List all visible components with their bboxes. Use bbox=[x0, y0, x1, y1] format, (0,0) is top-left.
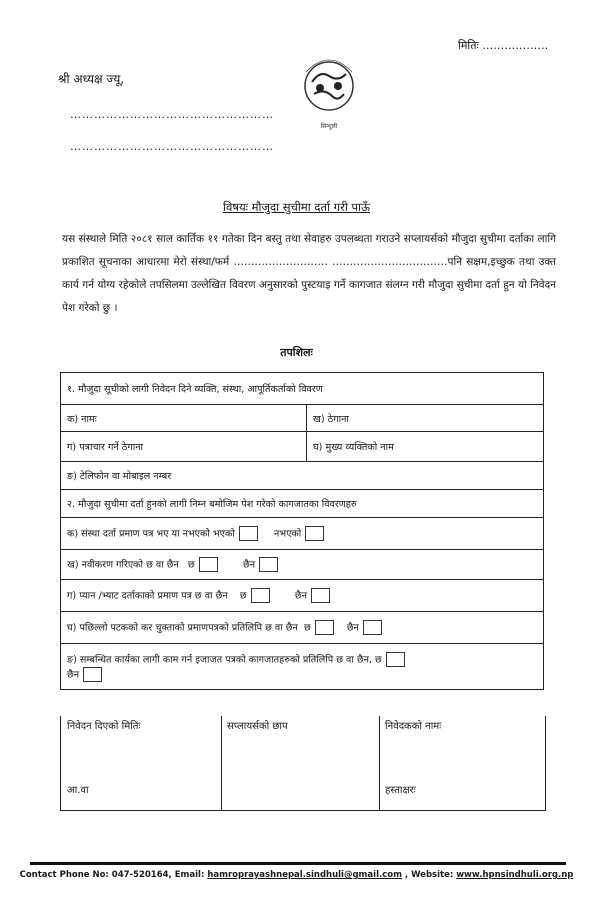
tax-yes-checkbox[interactable] bbox=[315, 620, 334, 635]
footer-divider bbox=[30, 862, 566, 865]
permit-yes-checkbox[interactable] bbox=[386, 652, 405, 667]
application-body: यस संस्थाले मिति २०८१ साल कार्तिक ११ गतेका दिन बस्तु तथा सेवाहरु उपलब्धता गराउने सप्लायर्सको मौजुदा सुचीमा दर्ताका लागि प्रकाशित सूचनाका आधारमा मेरो संस्था/फर्म ……………………… ……………………………पनि सक्षम,इच्छुक तथा उक्त कार्य गर्न योग्य रहेकोले तपसिलमा उल्लेखित विवरण अनुसारको पुस्टयाइ गर्ने कागजात संलग्न गरी मौजुदा सुचीमा दर्ता हुन यो निवेदन पेश गरेको छु । bbox=[62, 233, 556, 314]
registration-yes-checkbox[interactable] bbox=[239, 526, 258, 541]
date-field: मितिः ……………… bbox=[458, 39, 549, 52]
email-link[interactable]: hamroprayashnepal.sindhuli@gmail.com bbox=[207, 870, 402, 880]
chief-person-field[interactable]: घ) मुख्य व्यक्तिको नाम bbox=[307, 432, 544, 462]
application-date-label: निवेदन दिएको मितिः bbox=[67, 721, 141, 732]
name-field[interactable]: क) नामः bbox=[61, 405, 307, 432]
addressee: श्री अध्यक्ष ज्यू, bbox=[58, 72, 125, 86]
permit-no-checkbox[interactable] bbox=[83, 667, 102, 682]
section-1-title: १. मौजुदा सूचीको लागी निवेदन दिने व्यक्ति, संस्था, आपूर्तिकर्ताको विवरण bbox=[61, 373, 544, 405]
pan-no-checkbox[interactable] bbox=[311, 588, 330, 603]
logo-caption: सिन्धुली bbox=[320, 123, 338, 130]
pan-yes-checkbox[interactable] bbox=[251, 588, 270, 603]
renewal-yes-checkbox[interactable] bbox=[199, 557, 218, 572]
registration-no-checkbox[interactable] bbox=[305, 526, 324, 541]
subject-line: विषयः मौजुदा सुचीमा दर्ता गरी पाऊँ bbox=[222, 200, 370, 214]
tax-no-checkbox[interactable] bbox=[363, 620, 382, 635]
registration-row: क) संस्था दर्ता प्रमाण पत्र भए या नभएको भएको नभएको bbox=[61, 518, 544, 550]
permit-row: ङ) सम्बन्धित कार्यका लागी काम गर्न इजाजत पत्रको कागजातहरुको प्रतिलिपि छ वा छैन, छ छैन bbox=[61, 644, 544, 690]
details-table bbox=[60, 372, 544, 690]
pan-vat-row: ग) प्यान /भ्याट दर्ताकाको प्रमाण पत्र छ वा छैन छ छैन bbox=[61, 580, 544, 612]
phone-field[interactable]: ङ) टेलिफोन वा मोबाइल नम्बर bbox=[61, 462, 544, 490]
tax-clearance-row: घ) पछिल्लो पटकको कर चुक्ताको प्रमाणपत्रको प्रतिलिपि छ वा छैन छ छैन bbox=[61, 612, 544, 644]
footer-contact: Contact Phone No: 047-520164, Email: hamroprayashnepal.sindhuli@gmail.com , Website: www.hpnsindhuli.org.np bbox=[19, 870, 574, 880]
renewal-row: ख) नवीकरण गरिएको छ वा छैन छ छैन bbox=[61, 550, 544, 580]
organization-logo bbox=[298, 52, 360, 132]
signature-block bbox=[60, 716, 546, 811]
applicant-name-label: निवेदकको नामः bbox=[385, 721, 442, 732]
section-2-title: २. मौजुदा सुचीमा दर्ता हुनको लागी निम्न बमोजिम पेश गरेको कागजातका विवरणहरु bbox=[61, 490, 544, 518]
signature-label: हस्ताक्षरः bbox=[385, 785, 416, 796]
address-line-2: …………………………………………… bbox=[70, 140, 274, 153]
website-link[interactable]: www.hpnsindhuli.org.np bbox=[456, 870, 574, 880]
address-field[interactable]: ख) ठेगाना bbox=[307, 405, 544, 432]
fiscal-year-label: आ.वा bbox=[67, 785, 89, 796]
supplier-stamp-label: सप्लायर्सको छाप bbox=[227, 721, 288, 732]
address-line-1: …………………………………………… bbox=[70, 108, 274, 121]
renewal-no-checkbox[interactable] bbox=[259, 557, 278, 572]
postal-address-field[interactable]: ग) पत्राचार गर्ने ठेगाना bbox=[61, 432, 307, 462]
details-heading: तपशिलः bbox=[280, 346, 313, 359]
